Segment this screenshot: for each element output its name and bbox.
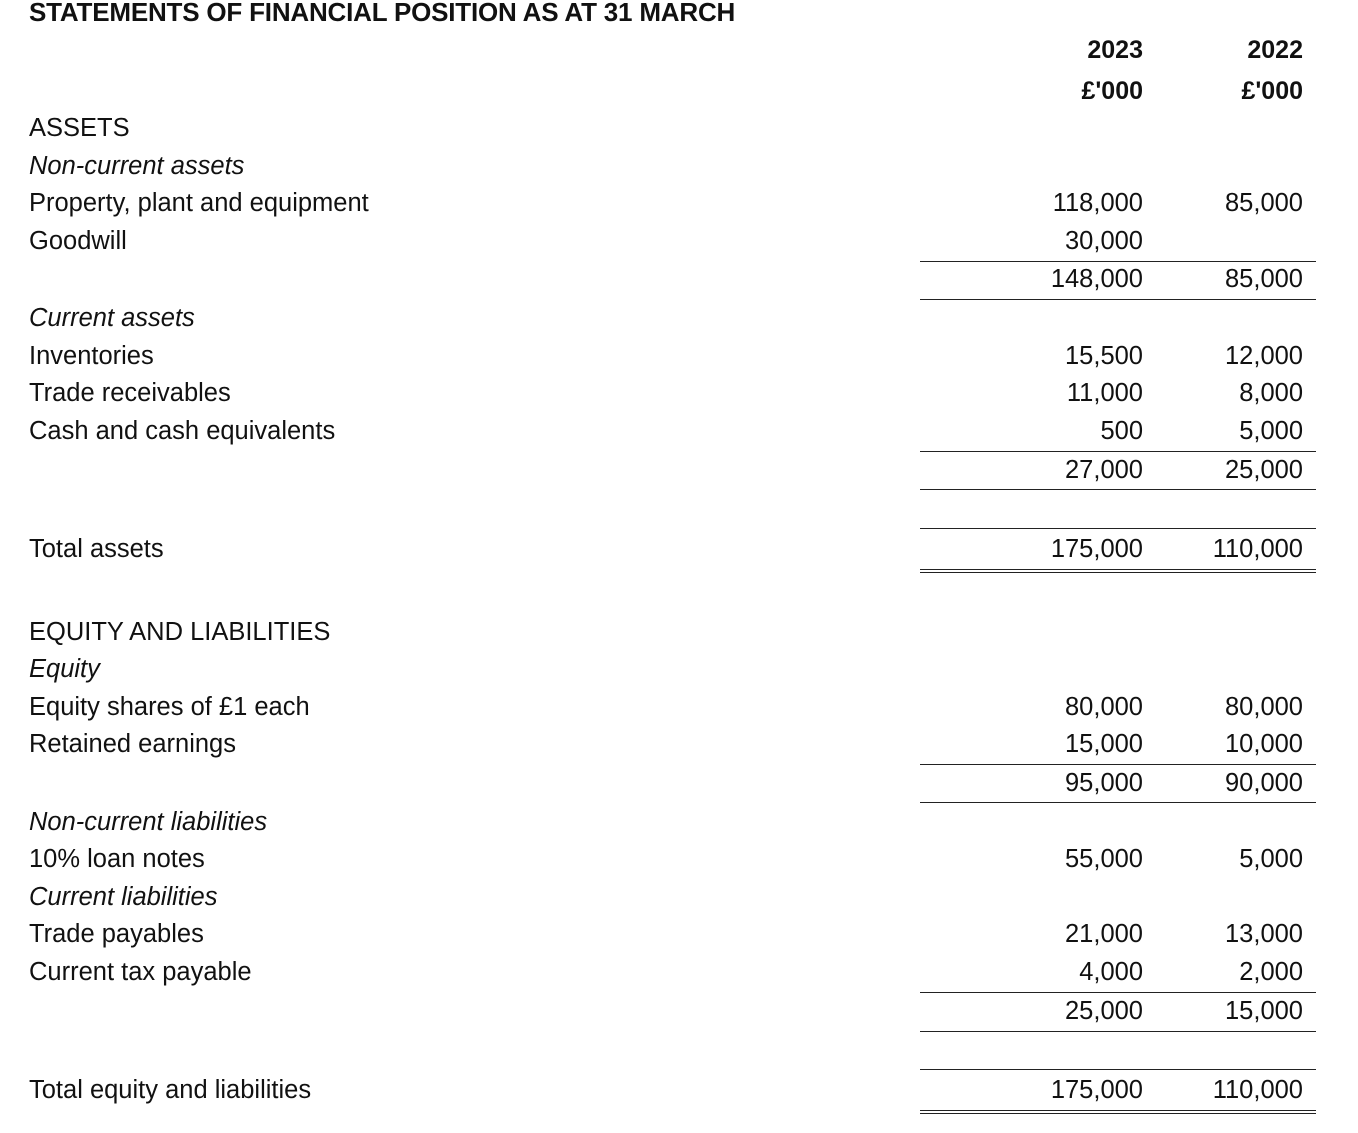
non-current-assets-subtotal-2023: 148,000 [1050, 265, 1143, 293]
rule-line [920, 261, 1316, 262]
double-rule-line [920, 1110, 1316, 1114]
current-liabilities-subtotal-2023: 25,000 [1065, 997, 1143, 1025]
current-liabilities-subtotal-2022: 15,000 [1225, 997, 1303, 1025]
goodwill-label: Goodwill [29, 227, 127, 255]
equity-shares-2022: 80,000 [1225, 693, 1303, 721]
rule-line [920, 451, 1316, 452]
column-unit-2023: £'000 [1081, 77, 1143, 105]
receivables-2023: 11,000 [1066, 379, 1143, 407]
equity-shares-label: Equity shares of £1 each [29, 693, 310, 721]
total-assets-label: Total assets [29, 535, 164, 563]
column-year-2023: 2023 [1087, 36, 1143, 64]
cash-2022: 5,000 [1239, 417, 1303, 445]
current-tax-label: Current tax payable [29, 958, 252, 986]
inventories-2022: 12,000 [1225, 342, 1303, 370]
rule-line [920, 992, 1316, 993]
total-assets-2022: 110,000 [1212, 535, 1303, 563]
assets-heading: ASSETS [29, 114, 130, 142]
current-liabilities-heading: Current liabilities [29, 883, 218, 911]
total-assets-2023: 175,000 [1050, 535, 1143, 563]
trade-payables-2023: 21,000 [1065, 920, 1143, 948]
rule-line [920, 1069, 1316, 1070]
total-equity-liabilities-label: Total equity and liabilities [29, 1076, 312, 1104]
inventories-label: Inventories [29, 342, 154, 370]
rule-line [920, 528, 1316, 529]
trade-payables-2022: 13,000 [1225, 920, 1303, 948]
retained-earnings-label: Retained earnings [29, 730, 236, 758]
receivables-label: Trade receivables [29, 379, 231, 407]
ppe-2023: 118,000 [1052, 189, 1143, 217]
rule-line [920, 802, 1316, 803]
rule-line [920, 1031, 1316, 1032]
rule-line [920, 764, 1316, 765]
trade-payables-label: Trade payables [29, 920, 204, 948]
retained-earnings-2022: 10,000 [1225, 730, 1303, 758]
equity-shares-2023: 80,000 [1065, 693, 1143, 721]
ppe-label: Property, plant and equipment [29, 189, 369, 217]
loan-notes-2022: 5,000 [1239, 845, 1303, 873]
total-equity-liabilities-2023: 175,000 [1050, 1076, 1143, 1104]
cash-label: Cash and cash equivalents [29, 417, 336, 445]
retained-earnings-2023: 15,000 [1065, 730, 1143, 758]
loan-notes-label: 10% loan notes [29, 845, 205, 873]
current-tax-2023: 4,000 [1079, 958, 1143, 986]
equity-heading: Equity [29, 655, 100, 683]
goodwill-2023: 30,000 [1065, 227, 1143, 255]
ppe-2022: 85,000 [1225, 189, 1303, 217]
double-rule-line [920, 569, 1316, 573]
non-current-liabilities-heading: Non-current liabilities [29, 808, 268, 836]
equity-subtotal-2022: 90,000 [1225, 769, 1303, 797]
current-assets-subtotal-2023: 27,000 [1065, 456, 1143, 484]
current-assets-subtotal-2022: 25,000 [1225, 456, 1303, 484]
column-unit-2022: £'000 [1241, 77, 1303, 105]
non-current-assets-subtotal-2022: 85,000 [1225, 265, 1303, 293]
statement-title: STATEMENTS OF FINANCIAL POSITION AS AT 31 MARCH [29, 0, 736, 27]
rule-line [920, 489, 1316, 490]
loan-notes-2023: 55,000 [1065, 845, 1143, 873]
total-equity-liabilities-2022: 110,000 [1212, 1076, 1303, 1104]
column-year-2022: 2022 [1247, 36, 1303, 64]
non-current-assets-heading: Non-current assets [29, 152, 245, 180]
cash-2023: 500 [1100, 417, 1143, 445]
inventories-2023: 15,500 [1065, 342, 1143, 370]
equity-subtotal-2023: 95,000 [1065, 769, 1143, 797]
rule-line [920, 299, 1316, 300]
current-tax-2022: 2,000 [1239, 958, 1303, 986]
equity-liabilities-heading: EQUITY AND LIABILITIES [29, 618, 331, 646]
receivables-2022: 8,000 [1239, 379, 1303, 407]
current-assets-heading: Current assets [29, 304, 195, 332]
